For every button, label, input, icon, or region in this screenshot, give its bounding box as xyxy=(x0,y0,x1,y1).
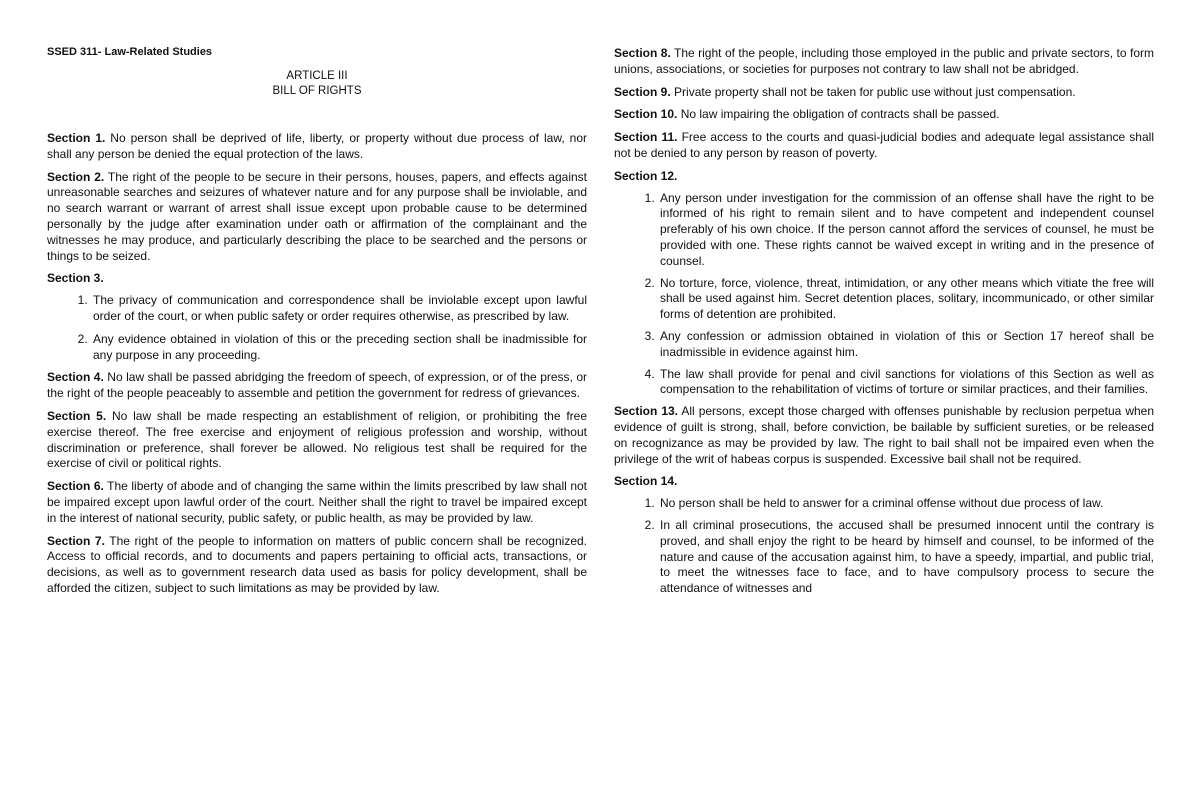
section-label: Section 11. xyxy=(614,130,678,145)
section-text: No law shall be made respecting an establishment of religion, or prohibiting the free exercise thereof. The free exercise and enjoyment of religious profession and worship, without discrimination or preference, shall forever be allowed. No religious test shall be required for the exercise of civil or political rights. xyxy=(47,408,587,471)
section-11 xyxy=(614,130,1154,162)
section-2 xyxy=(47,170,587,265)
section-6 xyxy=(47,479,587,526)
right-column-body xyxy=(614,46,1154,603)
list-item: 2. In all criminal prosecutions, the accused shall be presumed innocent until the contrary is proved, and shall enjoy the right to be heard by himself and counsel, to be informed of the nature and cause of the accusation against him, to have a speedy, impartial, and public trial, to meet the witnesses face to face, and to have compulsory process to secure the attendance of witnesses and xyxy=(658,518,1154,597)
section-12-list xyxy=(614,191,1154,399)
section-label: Section 8. xyxy=(614,46,671,60)
section-5 xyxy=(47,409,587,472)
section-10 xyxy=(614,107,1154,123)
section-12-heading: Section 12. xyxy=(614,168,678,183)
section-label: Section 13. xyxy=(614,404,679,419)
section-text: Private property shall not be taken for public use without just compensation. xyxy=(670,84,1076,99)
section-label: Section 5. xyxy=(47,408,107,423)
section-label: Section 9. xyxy=(614,84,671,99)
list-item: 1. No person shall be held to answer for a criminal offense without due process of law. xyxy=(658,496,1154,512)
section-3-heading: Section 3. xyxy=(47,271,104,286)
section-text: The right of the people, including those employed in the public and private sectors, to form unions, associations, or societies for purposes not contrary to law shall not be abridged. xyxy=(614,46,1154,76)
list-item: 2. Any evidence obtained in violation of this or the preceding section shall be inadmissible for any purpose in any proceeding. xyxy=(91,332,587,364)
section-1 xyxy=(47,131,587,163)
section-text: The right of the people to information on matters of public concern shall be recognized. Access to official records, and to documents and papers pertaining to official acts, transactions, or decisions, as well as to government research data used as basis for policy development, shall be afforded the citizen, subject to such limitations as may be provided by law. xyxy=(47,533,587,595)
section-14-list xyxy=(614,496,1154,597)
section-13 xyxy=(614,404,1154,467)
list-item: 4. The law shall provide for penal and civil sanctions for violations of this Section as well as compensation to the rehabilitation of victims of torture or similar practices, and their families. xyxy=(658,367,1154,399)
list-item: 1. The privacy of communication and correspondence shall be inviolable except upon lawful order of the court, or when public safety or order requires otherwise, as prescribed by law. xyxy=(91,293,587,325)
section-text: No law shall be passed abridging the freedom of speech, of expression, or of the press, or the right of the people peaceably to assemble and petition the government for redress of grievances. xyxy=(47,370,588,401)
course-title: SSED 311- Law-Related Studies xyxy=(47,46,213,58)
section-7 xyxy=(47,534,587,597)
section-14-heading: Section 14. xyxy=(614,474,678,489)
section-9 xyxy=(614,85,1154,101)
list-item: 1. Any person under investigation for the commission of an offense shall have the right to be informed of his right to remain silent and to have competent and independent counsel preferably of his own choice. If the person cannot afford the services of counsel, he must be provided with one. These rights cannot be waived except in writing and in the presence of counsel. xyxy=(658,191,1154,270)
section-text: No person shall be deprived of life, liberty, or property without due process of law, nor shall any person be denied the equal protection of the laws. xyxy=(47,131,587,161)
section-text: No law impairing the obligation of contracts shall be passed. xyxy=(677,107,1000,122)
section-3-list xyxy=(47,293,587,363)
section-label: Section 10. xyxy=(614,107,678,122)
section-4 xyxy=(47,370,587,402)
section-label: Section 7. xyxy=(47,533,105,548)
section-label: Section 1. xyxy=(47,131,106,145)
left-column-body xyxy=(47,131,587,604)
section-text: All persons, except those charged with offenses punishable by reclusion perpetua when evidence of guilt is strong, shall, before conviction, be bailable by sufficient sureties, or be released on recognizance as may be provided by law. The right to bail shall not be impaired even when the privilege of the writ of habeas corpus is suspended. Excessive bail shall not be required. xyxy=(614,404,1155,466)
list-item: 3. Any confession or admission obtained in violation of this or Section 17 hereof shall be inadmissible in evidence against him. xyxy=(658,329,1154,361)
article-title: BILL OF RIGHTS xyxy=(272,85,362,97)
section-label: Section 2. xyxy=(47,169,105,184)
list-item: 2. No torture, force, violence, threat, intimidation, or any other means which vitiate the free will shall be used against him. Secret detention places, solitary, incommunicado, or other similar forms of detention are prohibited. xyxy=(658,276,1154,323)
article-number: ARTICLE III xyxy=(286,70,348,82)
section-8 xyxy=(614,46,1154,78)
section-label: Section 4. xyxy=(47,370,104,385)
section-text: Free access to the courts and quasi-judicial bodies and adequate legal assistance shall not be denied to any person by reason of poverty. xyxy=(614,130,1154,160)
section-text: The right of the people to be secure in their persons, houses, papers, and effects against unreasonable searches and seizures of whatever nature and for any purpose shall be inviolable, and no search warrant or warrant of arrest shall issue except upon probable cause to be determined personally by the judge after examination under oath or affirmation of the complainant and the witnesses he may produce, and particularly describing the place to be searched and the persons or things to be seized. xyxy=(47,169,588,263)
section-label: Section 6. xyxy=(47,479,104,494)
article-heading xyxy=(47,69,587,99)
section-text: The liberty of abode and of changing the same within the limits prescribed by law shall not be impaired except upon lawful order of the court. Neither shall the right to travel be impaired except in the interest of national security, public safety, or public health, as may be provided by law. xyxy=(47,479,588,525)
